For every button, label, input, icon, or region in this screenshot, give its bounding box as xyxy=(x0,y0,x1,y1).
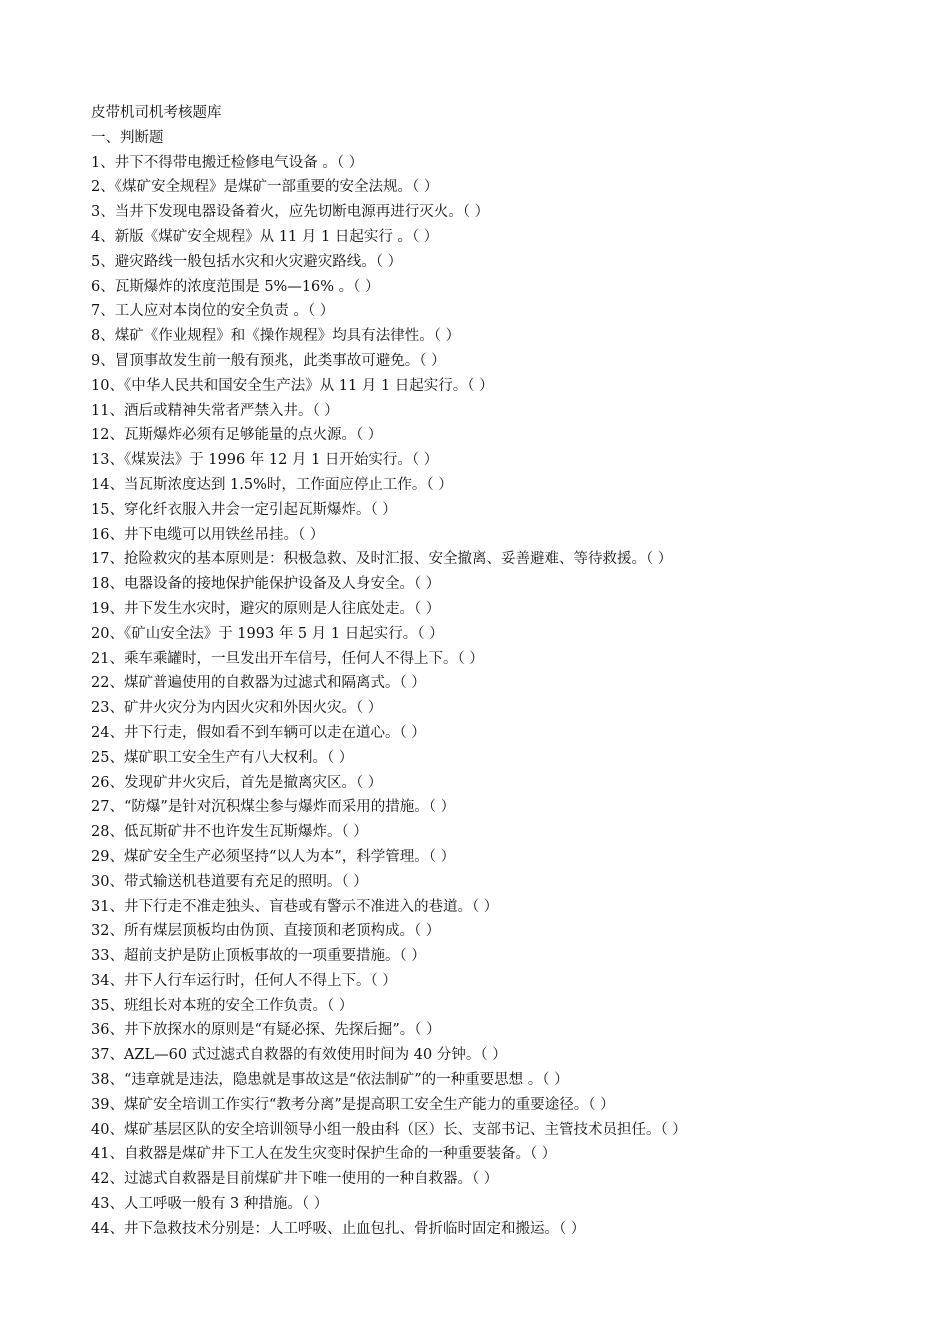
question-item: 8、煤矿《作业规程》和《操作规程》均具有法律性。（ ） xyxy=(91,328,461,345)
question-item: 18、电器设备的接地保护能保护设备及人身安全。（ ） xyxy=(91,576,441,593)
question-item: 41、自救器是煤矿井下工人在发生灾变时保护生命的一种重要装备。（ ） xyxy=(91,1146,557,1163)
question-item: 22、煤矿普遍使用的自救器为过滤式和隔离式。（ ） xyxy=(91,675,426,692)
question-item: 24、井下行走，假如看不到车辆可以走在道心。（ ） xyxy=(91,724,426,741)
question-item: 25、煤矿职工安全生产有八大权利。（ ） xyxy=(91,749,354,766)
question-item: 33、超前支护是防止顶板事故的一项重要措施。（ ） xyxy=(91,948,426,965)
question-item: 30、带式输送机巷道要有充足的照明。（ ） xyxy=(91,873,368,890)
question-item: 36、井下放探水的原则是“有疑必探、先探后掘”。（ ） xyxy=(91,1022,441,1039)
question-item: 9、冒顶事故发生前一般有预兆，此类事故可避免。（ ） xyxy=(91,352,446,369)
question-item: 42、过滤式自救器是目前煤矿井下唯一使用的一种自救器。（ ） xyxy=(91,1171,499,1188)
question-item: 23、矿井火灾分为内因火灾和外因火灾。（ ） xyxy=(91,700,383,717)
question-item: 11、酒后或精神失常者严禁入井。（ ） xyxy=(91,402,339,419)
question-item: 27、“防爆”是针对沉积煤尘参与爆炸而采用的措施。（ ） xyxy=(91,799,456,816)
question-item: 12、瓦斯爆炸必须有足够能量的点火源。（ ） xyxy=(91,427,383,444)
question-item: 20、《矿山安全法》于 1993 年 5 月 1 日起实行。（ ） xyxy=(91,625,444,642)
question-item: 13、《煤炭法》于 1996 年 12 月 1 日开始实行。（ ） xyxy=(91,452,439,469)
question-item: 26、发现矿井火灾后，首先是撤离灾区。（ ） xyxy=(91,774,383,791)
question-item: 39、煤矿安全培训工作实行“教考分离”是提高职工安全生产能力的重要途径。（ ） xyxy=(91,1096,615,1113)
question-item: 3、当井下发现电器设备着火，应先切断电源再进行灭火。（ ） xyxy=(91,204,490,221)
document-title: 皮带机司机考核题库 xyxy=(91,105,222,121)
question-item: 19、井下发生水灾时，避灾的原则是人往底处走。（ ） xyxy=(91,600,441,617)
question-item: 34、井下人行车运行时，任何人不得上下。（ ） xyxy=(91,972,397,989)
question-item: 28、低瓦斯矿井不也许发生瓦斯爆炸。（ ） xyxy=(91,824,368,841)
question-item: 5、避灾路线一般包括水灾和火灾避灾路线。（ ） xyxy=(91,253,403,270)
document-content xyxy=(91,101,911,1242)
question-item: 2、《煤矿安全规程》是煤矿一部重要的安全法规。（ ） xyxy=(91,179,439,196)
question-list xyxy=(91,151,911,1242)
question-item: 44、井下急救技术分别是：人工呼吸、止血包扎、骨折临时固定和搬运。（ ） xyxy=(91,1220,586,1237)
question-item: 16、井下电缆可以用铁丝吊挂。（ ） xyxy=(91,526,325,543)
question-item: 43、人工呼吸一般有 3 种措施。（ ） xyxy=(91,1196,329,1213)
question-item: 31、井下行走不准走独头、盲巷或有警示不准进入的巷道。（ ） xyxy=(91,898,499,915)
question-item: 4、新版《煤矿安全规程》从 11 月 1 日起实行 。（ ） xyxy=(91,228,439,245)
question-item: 21、乘车乘罐时，一旦发出开车信号，任何人不得上下。（ ） xyxy=(91,650,484,667)
question-item: 6、瓦斯爆炸的浓度范围是 5%—16% 。（ ） xyxy=(91,278,380,295)
question-item: 17、抢险救灾的基本原则是：积极急救、及时汇报、安全撤离、妥善避难、等待救援。（ ） xyxy=(91,551,673,568)
question-item: 32、所有煤层顶板均由伪顶、直接顶和老顶构成。（ ） xyxy=(91,923,441,940)
question-item: 7、工人应对本岗位的安全负责 。（ ） xyxy=(91,303,335,320)
question-item: 10、《中华人民共和国安全生产法》从 11 月 1 日起实行。（ ） xyxy=(91,377,494,394)
question-item: 1、井下不得带电搬迁检修电气设备 。（ ） xyxy=(91,154,364,171)
question-item: 14、当瓦斯浓度达到 1.5%时，工作面应停止工作。（ ） xyxy=(91,476,453,493)
question-item: 29、煤矿安全生产必须坚持“以人为本”，科学管理。（ ） xyxy=(91,848,456,865)
section-heading: 一、判断题 xyxy=(91,129,164,146)
question-item: 35、班组长对本班的安全工作负责。（ ） xyxy=(91,997,354,1014)
question-item: 40、煤矿基层区队的安全培训领导小组一般由科（区）长、支部书记、主管技术员担任。（ ） xyxy=(91,1121,687,1138)
question-item: 15、穿化纤衣服入井会一定引起瓦斯爆炸。（ ） xyxy=(91,501,397,518)
question-item: 38、“违章就是违法，隐患就是事故这是“依法制矿”的一种重要思想 。（ ） xyxy=(91,1072,569,1089)
question-item: 37、AZL—60 式过滤式自救器的有效使用时间为 40 分钟。（ ） xyxy=(91,1047,507,1064)
